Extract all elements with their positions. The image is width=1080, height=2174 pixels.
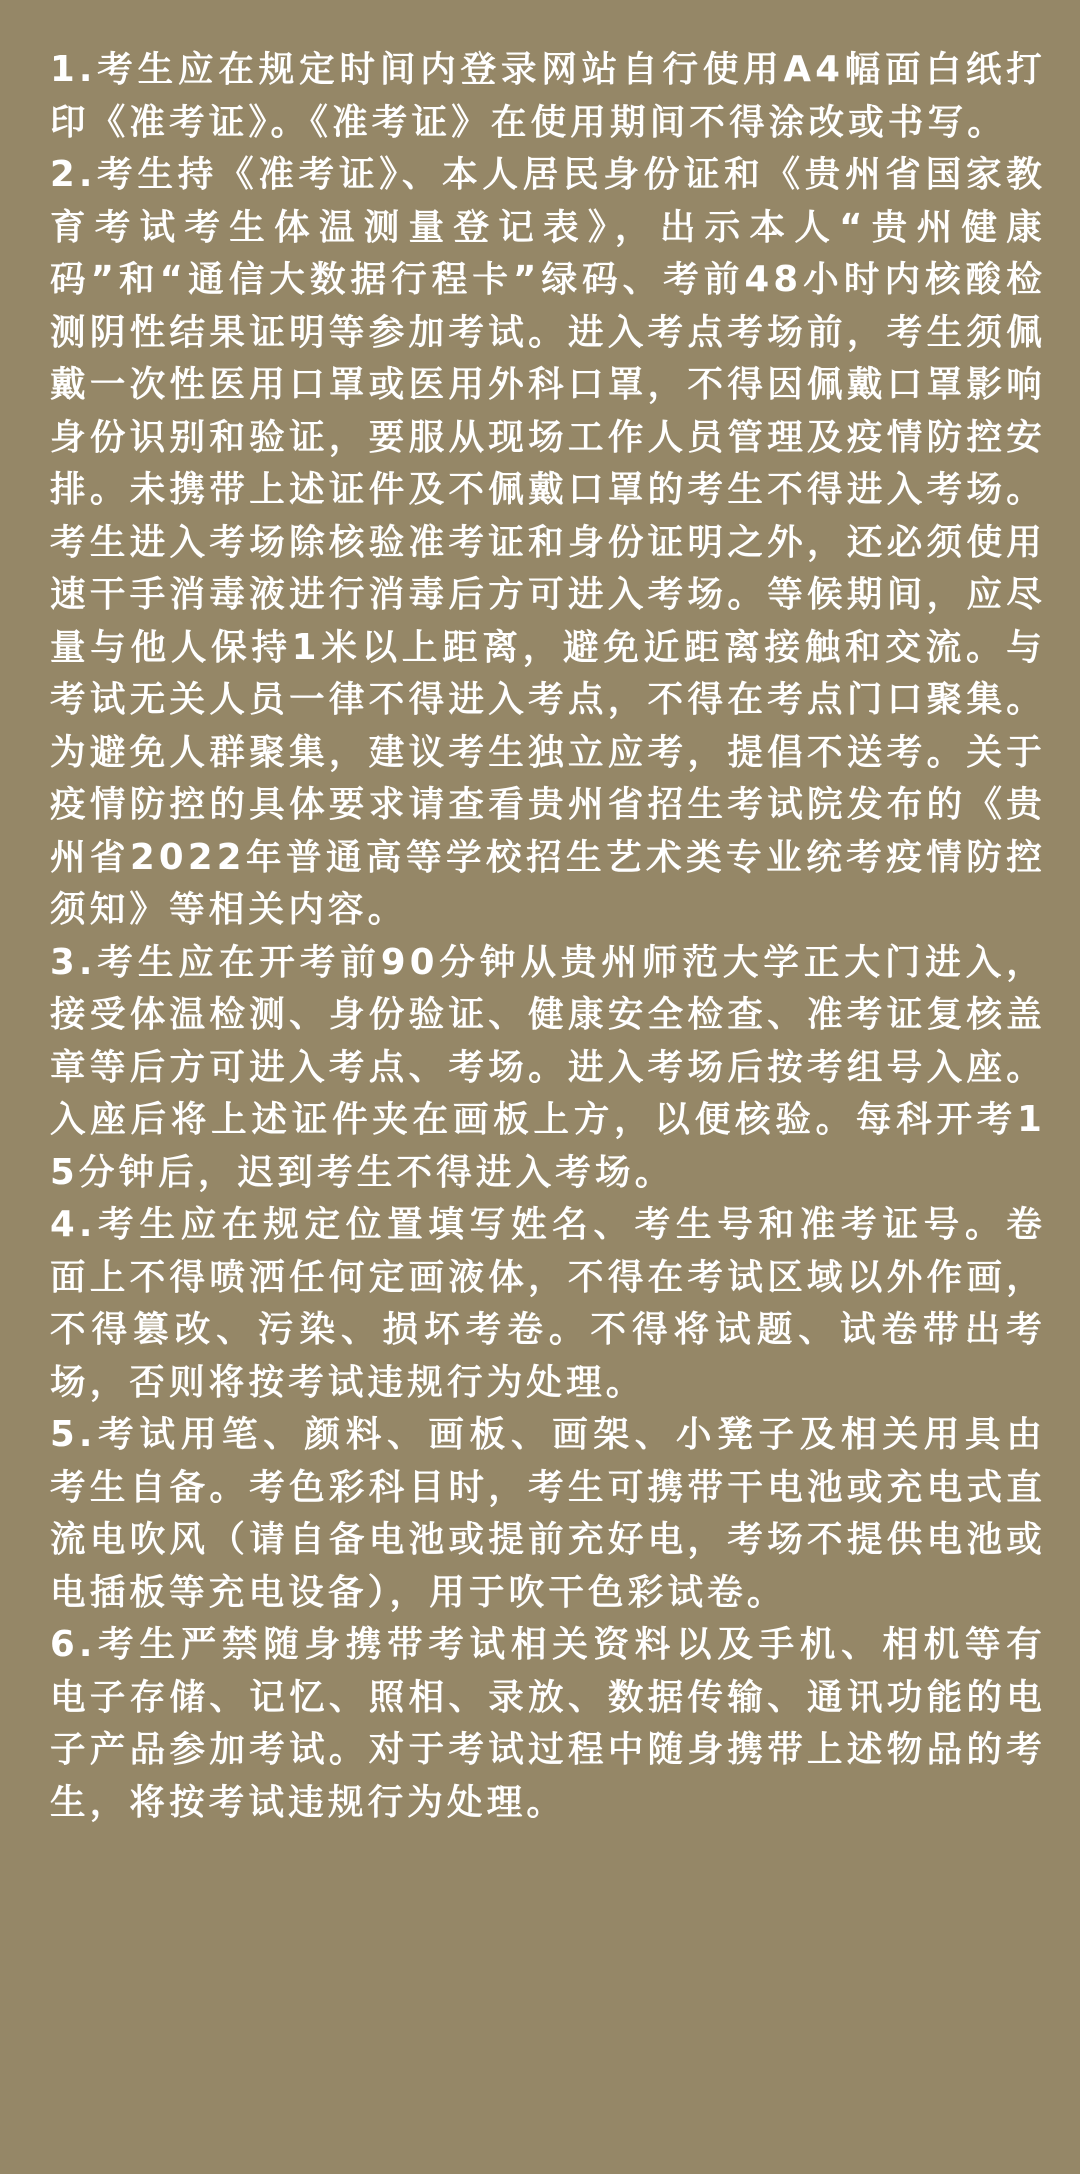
notice-item-4: 4.考生应在规定位置填写姓名、考生号和准考证号。卷面上不得喷洒任何定画液体，不得在考试区域以外作画，不得篡改、污染、损坏考卷。不得将试题、试卷带出考场，否则将按考试违规行为处理。 [50,1204,1046,1403]
notice-item-2: 2.考生持《准考证》、本人居民身份证和《贵州省国家教育考试考生体温测量登记表》，出示本人“贵州健康码”和“通信大数据行程卡”绿码、考前48小时内核酸检测阴性结果证明等参加考试。进入考点考场前，考生须佩戴一次性医用口罩或医用外科口罩，不得因佩戴口罩影响身份识别和验证，要服从现场工作人员管理及疫情防控安排。未携带上述证件及不佩戴口罩的考生不得进入考场。考生进入考场除核验准考证和身份证明之外，还必须使用速干手消毒液进行消毒后方可进入考场。等候期间，应尽量与他人保持1米以上距离，避免近距离接触和交流。与考试无关人员一律不得进入考点，不得在考点门口聚集。为避免人群聚集，建议考生独立应考，提倡不送考。关于疫情防控的具体要求请查看贵州省招生考试院发布的《贵州省2022年普通高等学校招生艺术类专业统考疫情防控须知》等相关内容。 [50,154,1046,930]
notice-item-6: 6.考生严禁随身携带考试相关资料以及手机、相机等有电子存储、记忆、照相、录放、数据传输、通讯功能的电子产品参加考试。对于考试过程中随身携带上述物品的考生，将按考试违规行为处理。 [50,1624,1046,1823]
exam-notice-list [50,44,1046,1829]
notice-item-3: 3.考生应在开考前90分钟从贵州师范大学正大门进入，接受体温检测、身份验证、健康安全检查、准考证复核盖章等后方可进入考点、考场。进入考场后按考组号入座。入座后将上述证件夹在画板上方，以便核验。每科开考15分钟后，迟到考生不得进入考场。 [50,941,1046,1193]
notice-item-1: 1.考生应在规定时间内登录网站自行使用A4幅面白纸打印《准考证》。《准考证》在使用期间不得涂改或书写。 [50,49,1046,143]
notice-item-5: 5.考试用笔、颜料、画板、画架、小凳子及相关用具由考生自备。考色彩科目时，考生可携带干电池或充电式直流电吹风（请自备电池或提前充好电，考场不提供电池或电插板等充电设备），用于吹干色彩试卷。 [50,1414,1046,1613]
